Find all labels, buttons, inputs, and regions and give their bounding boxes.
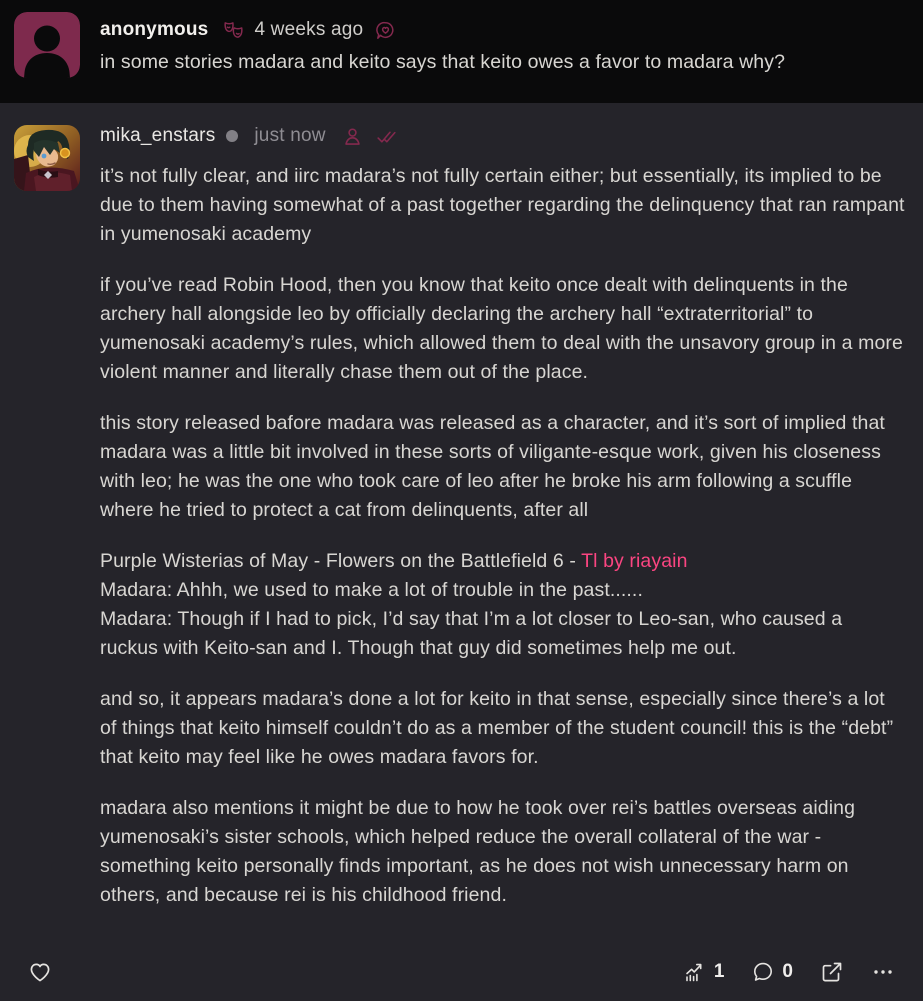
heart-bubble-icon[interactable] <box>375 20 396 41</box>
answer-author-avatar[interactable] <box>14 125 80 191</box>
answer-timestamp[interactable]: just now <box>254 125 326 146</box>
answer-toolbar <box>14 955 905 989</box>
answer-paragraph: it’s not fully clear, and iirc madara’s not fully certain either; but essentially, its implied to be due to them having somewhat of a past together regarding the delinquency that ran rampant in yumenosaki academy <box>100 165 905 245</box>
quote-line: Madara: Ahhh, we used to make a lot of trouble in the past...... <box>100 579 643 601</box>
answer-body <box>14 125 905 910</box>
heart-icon <box>28 960 52 984</box>
question-meta-row <box>100 19 785 41</box>
anonymous-masks-icon <box>223 20 244 41</box>
status-dot <box>226 130 238 142</box>
comments-stat[interactable] <box>751 960 793 984</box>
quote-source-text: Purple Wisterias of May - Flowers on the Battlefield 6 - <box>100 550 582 572</box>
answer-section <box>0 103 923 1001</box>
question-timestamp[interactable]: 4 weeks ago <box>254 19 364 40</box>
toolbar-right-group <box>683 960 895 984</box>
anonymous-avatar[interactable] <box>14 12 80 78</box>
question-section <box>0 0 923 103</box>
translation-link[interactable]: Tl by riayain <box>581 550 688 572</box>
answer-paragraph: and so, it appears madara’s done a lot for keito in that sense, especially since there’s a lot of things that keito himself couldn’t do as a member of the student council! this is the “debt” that keito may feel like he owes madara favors for. <box>100 688 894 768</box>
views-stat <box>683 960 725 984</box>
external-link-icon <box>820 960 844 984</box>
person-icon[interactable] <box>342 126 363 147</box>
question-text: in some stories madara and keito says that keito owes a favor to madara why? <box>100 51 786 73</box>
more-button[interactable] <box>871 960 895 984</box>
quote-line: Madara: Though if I had to pick, I’d say that I’m a lot closer to Leo-san, who caused a ruckus with Keito-san and I. Though that guy did sometimes help me out. <box>100 608 843 659</box>
answer-paragraph: madara also mentions it might be due to how he took over rei’s battles overseas aiding yumenosaki’s sister schools, which helped reduce the overall collateral of the war - something keito personally finds important, as he does not wish unnecessary harm on others, and because rei is his childhood friend. <box>100 797 856 906</box>
answer-meta-row <box>100 125 905 147</box>
answer-author[interactable]: mika_enstars <box>100 125 216 146</box>
quote-source-line <box>100 547 905 576</box>
share-button[interactable] <box>820 960 844 984</box>
anime-character-avatar-image <box>14 125 80 191</box>
like-button[interactable] <box>28 960 52 984</box>
question-author[interactable]: anonymous <box>100 19 209 40</box>
ellipsis-icon <box>871 960 895 984</box>
question-content <box>100 12 785 103</box>
answer-paragraph: this story released bafore madara was released as a character, and it’s sort of implied that madara was a little bit involved in these sorts of viligante-esque work, given his closeness with leo; he was the one who took care of leo after he broke his arm following a scuffle where he tried to protect a cat from delinquents, after all <box>100 412 885 521</box>
answer-paragraph: if you’ve read Robin Hood, then you know that keito once dealt with delinquents in the archery hall alongside leo by officially declaring the archery hall “extraterritorial” to yumenosaki academy’s rules, which allowed them to deal with the unsavory group in a more violent manner and literally chase them out of the place. <box>100 274 903 383</box>
answer-text <box>100 162 905 910</box>
speech-bubble-icon <box>751 960 775 984</box>
comments-count: 0 <box>782 961 793 982</box>
anonymous-person-silhouette-icon <box>14 12 80 78</box>
quote-block <box>100 547 905 663</box>
double-check-icon[interactable] <box>376 126 397 147</box>
views-count: 1 <box>713 961 725 982</box>
answer-content <box>100 125 905 910</box>
chart-icon <box>683 960 707 984</box>
